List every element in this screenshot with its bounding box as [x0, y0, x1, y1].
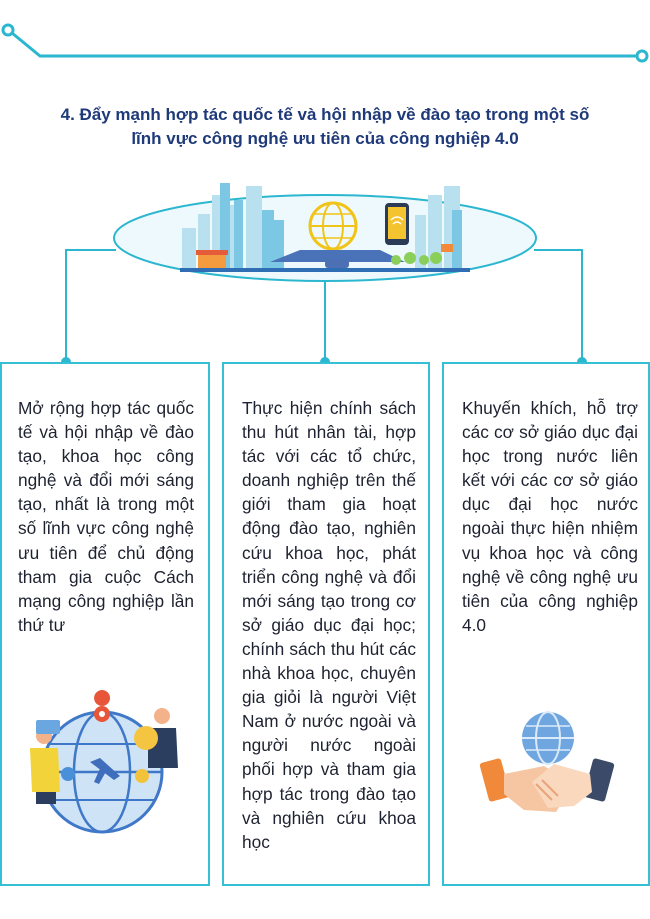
title-line-1: 4. Đẩy mạnh hợp tác quốc tế và hội nhập về đào tạo trong một số	[60, 105, 590, 124]
info-card-international-cooperation	[0, 362, 210, 886]
title-line-2: lĩnh vực công nghệ ưu tiên của công nghiệp 4.0	[131, 129, 519, 148]
card-text: Mở rộng hợp tác quốc tế và hội nhập về đào tạo, khoa học công nghệ và đổi mới sáng tạo, nhất là trong một số lĩnh vực công nghệ ưu tiên để chủ động tham gia cuộc Cách mạng công nghiệp lần thứ tư	[18, 398, 194, 635]
handshake-globe-icon	[444, 364, 650, 888]
info-card-talent-policy	[222, 362, 430, 886]
info-card-university-linkage	[442, 362, 650, 886]
globe-people-icon	[2, 364, 212, 888]
smart-city-illustration	[0, 0, 650, 370]
card-text: Thực hiện chính sách thu hút nhân tài, hợp tác với các tổ chức, doanh nghiệp trên thế giới tham gia hoạt động đào tạo, nghiên cứu khoa học, phát triển công nghệ và đổi mới sáng tạo trong cơ sở giáo dục đại học; chính sách thu hút các nhà khoa học, chuyên gia giỏi là người Việt Nam ở nước ngoài và người nước ngoài phối hợp và tham gia hợp tác trong đào tạo và nghiên cứu khoa học	[242, 398, 416, 852]
card-text: Khuyến khích, hỗ trợ các cơ sở giáo dục đại học trong nước liên kết với các cơ sở giáo dục đại học nước ngoài thực hiện nhiệm vụ khoa học và công nghệ về công nghệ ưu tiên của công nghiệp 4.0	[462, 398, 638, 635]
